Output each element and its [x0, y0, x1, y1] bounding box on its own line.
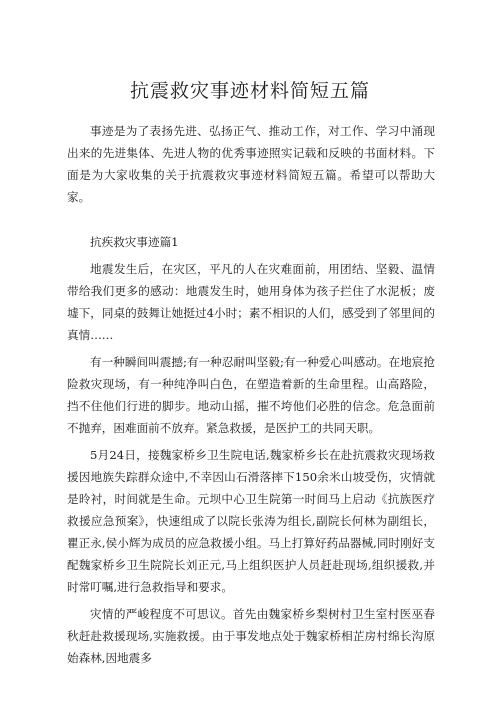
- section-heading: 抗疾救灾事迹篇1: [90, 235, 179, 249]
- document-body: [67, 120, 435, 669]
- body-paragraph: 灾情的严峻程度不可思议。首先由魏家桥乡梨树村卫生室村医巫春秋赶赴救援现场,实施救援。由于事发地点处于魏家桥相芷房村绵长沟原始森林,因地震多: [67, 607, 435, 665]
- section-spacer: [67, 208, 435, 231]
- body-paragraph: 地震发生后，在灾区，平凡的人在灾难面前，用团结、坚毅、温情带给我们更多的感动：地震发生时，她用身体为孩子拦住了水泥板；废墟下，同桌的鼓舞让她挺过4小时；素不相识的人们，感受到了邻里间的真情……: [67, 262, 435, 342]
- body-paragraph: 有一种瞬间叫震撼;有一种忍耐叫坚毅;有一种爱心叫感动。在地宸抢险救灾现场，有一种纯净叫白色，在塑造着新的生命里程。山高路险，挡不住他们行进的脚步。地动山摇，摧不垮他们必胜的信念。危急面前不抛弃，困难面前不放弃。紧急救援，是医护工的共同天职。: [67, 355, 435, 435]
- body-paragraph: 5月24日，接魏家桥乡卫生院电话,魏家桥乡长在赴抗震救灾现场救援因地族失踪群众途中,不幸因山石滑落摔下150余米山坡受伤，灾情就是昤衬，时间就是生命。元坝中心卫生院第一时间马上启动《抗族医疗救援应急预案》，快速组成了以院长张涛为组长,副院长何林为副组长，瞿正永,侯小辉为成员的应急救援小组。马上打算好药品器械,同时刚好支配魏家桥乡卫生院院长刘正元,马上组织医护人员赶赴现场,组织援救,并时常叮嘱,进行急救指导和要求。: [67, 448, 435, 594]
- document-title: 抗震救灾事迹材料简短五篇: [129, 80, 370, 102]
- intro-paragraph: 事迹是为了表扬先进、弘扬正气、推动工作，对工作、学习中涌现出来的先进集体、先进人物的优秀事迹照实记载和反映的书面材料。下面是为大家收集的关于抗震救灾事迹材料简短五篇。希望可以帮助大家。: [67, 124, 435, 204]
